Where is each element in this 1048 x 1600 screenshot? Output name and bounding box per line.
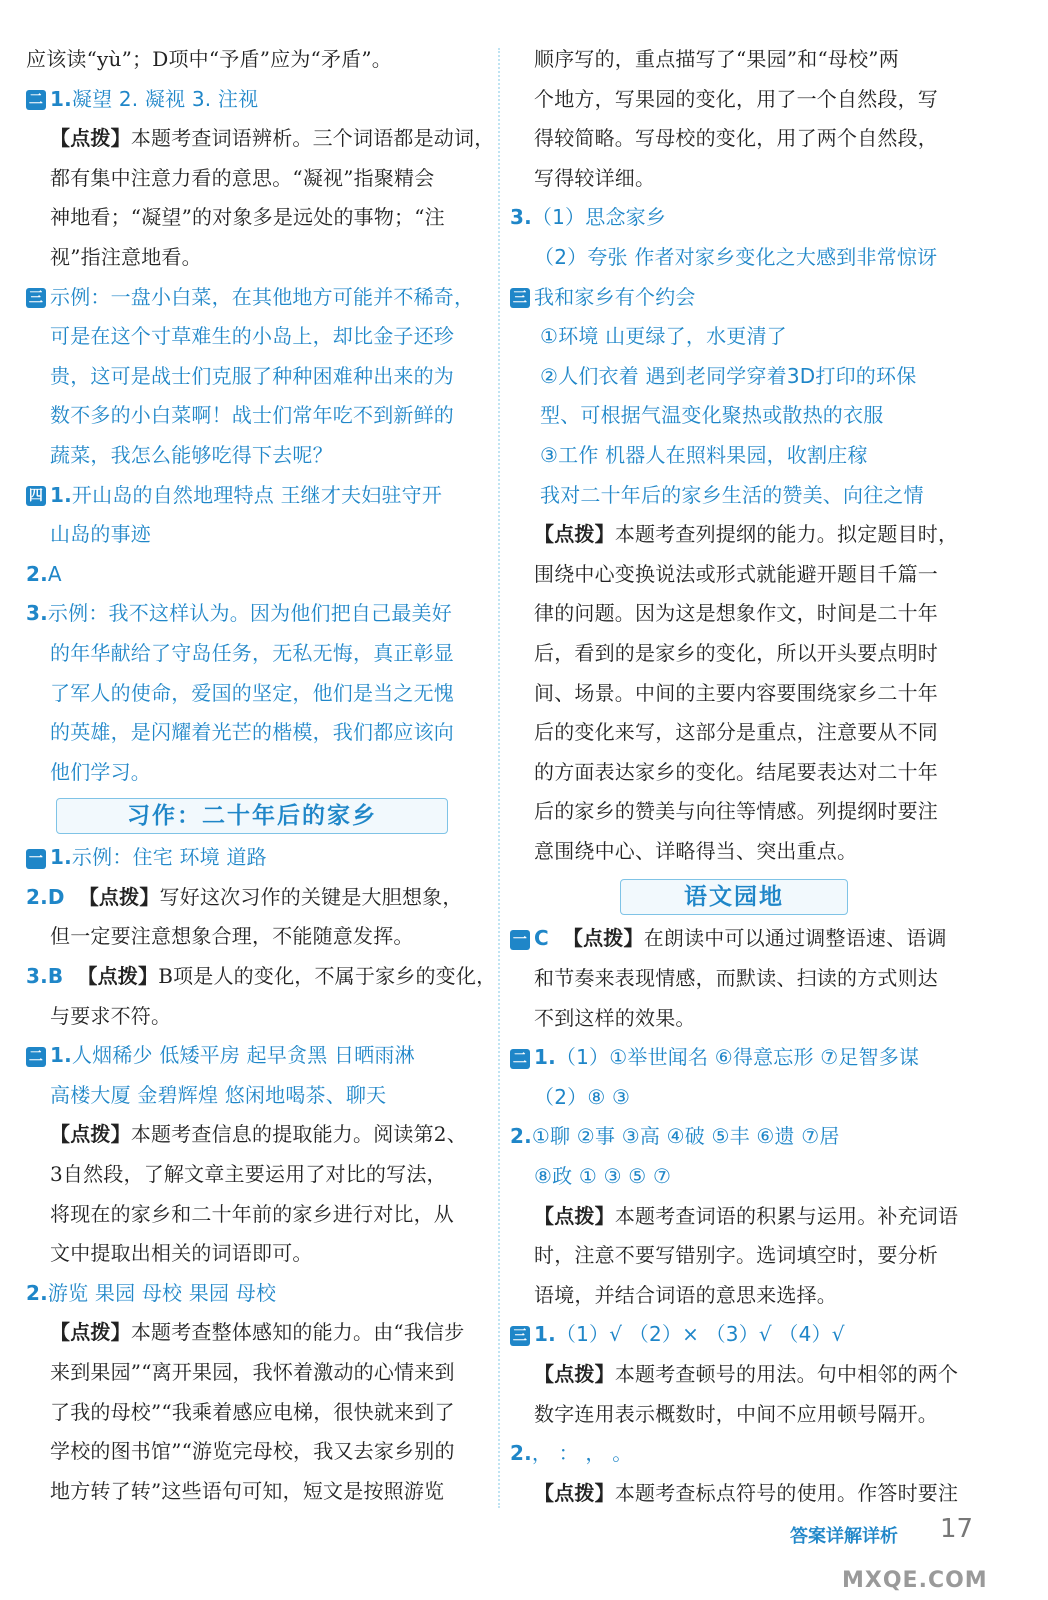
line-text: 语境，并结合词语的意思来选择。	[534, 1282, 837, 1307]
section-number-badge: 一	[26, 849, 46, 869]
text-line	[510, 634, 984, 674]
hint-tag: 【点拨】	[534, 1480, 615, 1505]
text-line	[510, 594, 984, 634]
line-text: ， ： ， 。	[531, 1441, 633, 1466]
line-text: 开山岛的自然地理特点 王继才夫妇驻守开	[71, 482, 443, 507]
line-text: 他们学习。	[50, 759, 151, 784]
text-line	[26, 476, 488, 516]
text-line	[26, 957, 497, 997]
line-text: B项是人的变化，不属于家乡的变化，	[158, 964, 497, 989]
hint-tag: 【点拨】	[562, 926, 644, 951]
line-text: 不到这样的效果。	[534, 1005, 696, 1030]
text-line	[510, 959, 984, 999]
line-text: （1）√ （2）× （3）√ （4）√	[555, 1322, 845, 1347]
question-number: 1.	[534, 1322, 556, 1347]
text-line	[26, 753, 488, 793]
question-number: 2.	[510, 1124, 532, 1149]
line-text: 了军人的使命，爱国的坚定，他们是当之无愧	[50, 680, 454, 705]
line-text: （1）①举世闻名 ⑥得意忘形 ⑦足智多谋	[555, 1045, 920, 1070]
line-text: 个地方，写果园的变化，用了一个自然段，写	[534, 86, 938, 111]
line-text: 蔬菜，我怎么能够吃得下去呢？	[50, 442, 333, 467]
text-line	[26, 878, 488, 918]
text-line	[26, 838, 488, 878]
text-line	[26, 1313, 488, 1353]
text-line	[510, 832, 984, 872]
text-line	[510, 674, 984, 714]
line-text: 本题考查列提纲的能力。拟定题目时，	[614, 522, 959, 547]
answer-letter: D	[47, 884, 65, 909]
text-line	[510, 396, 984, 436]
line-text: 围绕中心变换说法或形式就能避开题目千篇一	[534, 561, 938, 586]
section-title: 习作：二十年后的家乡	[56, 798, 448, 834]
line-text: 本题考查标点符号的使用。作答时要注	[614, 1480, 959, 1505]
section-number-badge: 三	[510, 1326, 530, 1346]
text-line	[510, 436, 984, 476]
text-line	[510, 238, 984, 278]
text-line	[510, 1434, 984, 1474]
line-text: 后，看到的是家乡的变化，所以开头要点明时	[534, 640, 938, 665]
text-line	[510, 476, 984, 516]
text-line	[510, 999, 984, 1039]
text-line	[510, 1276, 984, 1316]
text-line	[510, 357, 984, 397]
text-line	[510, 792, 984, 832]
question-number: 1.	[50, 1043, 72, 1068]
section-number-badge: 二	[26, 1047, 46, 1067]
line-text: ②人们衣着 遇到老同学穿着3D打印的环保	[540, 363, 917, 388]
text-line	[510, 515, 984, 555]
line-text: 贵，这可是战士们克服了种种困难种出来的为	[50, 363, 454, 388]
line-text: 型、可根据气温变化聚热或散热的衣服	[540, 403, 884, 428]
text-line	[510, 40, 984, 80]
line-text: 可是在这个寸草难生的小岛上，却比金子还珍	[50, 324, 454, 349]
text-line	[26, 1195, 488, 1235]
text-line	[26, 396, 488, 436]
text-line	[26, 1155, 488, 1195]
line-text: A	[47, 561, 62, 586]
line-text: 视”指注意地看。	[50, 244, 202, 269]
line-text: 示例：住宅 环境 道路	[71, 845, 267, 870]
line-text: 本题考查词语辨析。三个词语都是动词，	[130, 126, 495, 151]
text-line	[510, 198, 984, 238]
hint-tag: 【点拨】	[534, 1203, 615, 1228]
text-line	[510, 159, 984, 199]
text-line	[26, 1036, 488, 1076]
section-number-badge: 三	[510, 288, 530, 308]
line-text: 人烟稀少 低矮平房 起早贪黑 日晒雨淋	[71, 1043, 415, 1068]
hint-tag: 【点拨】	[50, 1122, 131, 1147]
hint-tag: 【点拨】	[50, 1320, 131, 1345]
line-text: 的英雄，是闪耀着光芒的楷模，我们都应该向	[50, 720, 454, 745]
line-text: 应该读“yù”；D项中“予盾”应为“矛盾”。	[26, 47, 392, 71]
text-line	[26, 436, 488, 476]
line-text: 后的家乡的赞美与向往等情感。列提纲时要注	[534, 799, 938, 824]
text-line	[510, 555, 984, 595]
question-number: 2.	[26, 884, 48, 909]
text-line	[510, 317, 984, 357]
text-line	[510, 1117, 984, 1157]
text-line	[26, 1234, 488, 1274]
text-line	[510, 1197, 984, 1237]
text-line	[510, 1395, 984, 1435]
line-text: 示例：一盘小白菜，在其他地方可能并不稀奇，	[50, 284, 475, 309]
question-number: 1.	[534, 1045, 556, 1070]
line-text: 数不多的小白菜啊！战士们常年吃不到新鲜的	[50, 403, 454, 428]
text-line	[26, 238, 488, 278]
line-text: 律的问题。因为这是想象作文，时间是二十年	[534, 601, 938, 626]
text-line	[26, 119, 495, 159]
question-number: 2.	[26, 1280, 48, 1305]
hint-tag: 【点拨】	[77, 964, 159, 989]
answer-letter: B	[47, 964, 64, 989]
line-text: 本题考查词语的积累与运用。补充词语	[614, 1203, 959, 1228]
line-text: 3自然段，了解文章主要运用了对比的写法，	[50, 1162, 447, 1187]
question-number: 3.	[510, 205, 532, 230]
line-text: 我对二十年后的家乡生活的赞美、向往之情	[540, 482, 924, 507]
text-line	[26, 317, 488, 357]
line-text: 我和家乡有个约会	[534, 284, 696, 309]
line-text: 示例：我不这样认为。因为他们把自己最美好	[47, 601, 452, 626]
text-line	[510, 1315, 984, 1355]
text-line	[26, 278, 488, 318]
line-text: 写好这次习作的关键是大胆想象，	[159, 884, 463, 909]
line-text: 后的变化来写，这部分是重点，注意要从不同	[534, 720, 938, 745]
section-number-badge: 四	[26, 486, 46, 506]
question-number: 1.	[50, 482, 72, 507]
watermark: MXQE.COM	[842, 1568, 988, 1593]
question-number: 1.	[50, 86, 72, 111]
line-text: 了我的母校”“我乘着感应电梯，很快就来到了	[50, 1399, 455, 1424]
answer-letter: C	[534, 926, 549, 951]
line-text: 神地看；“凝望”的对象多是远处的事物；“注	[50, 205, 445, 230]
line-text: ⑧政 ① ③ ⑤ ⑦	[534, 1164, 672, 1189]
section-number-badge: 三	[26, 288, 46, 308]
line-text: 但一定要注意想象合理，不能随意发挥。	[50, 924, 414, 949]
section-number-badge: 二	[26, 90, 46, 110]
text-line	[510, 1038, 984, 1078]
line-text: 的年华献给了守岛任务，无私无悔，真正彰显	[50, 640, 454, 665]
text-line	[26, 674, 488, 714]
text-line	[26, 1274, 488, 1314]
text-line	[510, 1236, 984, 1276]
line-text: 间、场景。中间的主要内容要围绕家乡二十年	[534, 680, 938, 705]
text-line	[26, 357, 488, 397]
text-line	[26, 159, 488, 199]
hint-tag: 【点拨】	[534, 1362, 615, 1386]
line-text: 地方转了转”这些语句可知，短文是按照游览	[50, 1478, 445, 1503]
line-text: 顺序写的，重点描写了“果园”和“母校”两	[534, 47, 899, 71]
text-line	[26, 1353, 488, 1393]
line-text: 在朗读中可以通过调整语速、语调	[643, 926, 947, 951]
left-column	[26, 40, 497, 1511]
line-text: 时，注意不要写错别字。选词填空时，要分析	[534, 1243, 938, 1268]
question-number: 2.	[510, 1441, 532, 1466]
text-line	[26, 515, 488, 555]
line-text: 游览 果园 母校 果园 母校	[47, 1280, 277, 1305]
line-text: 都有集中注意力看的意思。“凝视”指聚精会	[50, 165, 435, 190]
line-text: 山岛的事迹	[50, 522, 151, 547]
question-number: 3.	[26, 601, 48, 626]
hint-tag: 【点拨】	[534, 522, 615, 547]
text-line	[510, 1474, 984, 1514]
text-line	[26, 713, 488, 753]
line-text: 学校的图书馆”“游览完母校，我又去家乡别的	[50, 1439, 455, 1464]
line-text: 意围绕中心、详略得当、突出重点。	[534, 838, 858, 863]
text-line	[510, 80, 984, 120]
line-text: （2）夸张 作者对家乡变化之大感到非常惊讶	[534, 244, 938, 269]
line-text: 的方面表达家乡的变化。结尾要表达对二十年	[534, 759, 938, 784]
text-line	[26, 917, 488, 957]
text-line	[510, 713, 984, 753]
text-line	[510, 919, 984, 959]
line-text: 本题考查顿号的用法。句中相邻的两个	[614, 1362, 959, 1386]
text-line	[26, 1076, 488, 1116]
right-column	[510, 40, 984, 1513]
line-text: 本题考查整体感知的能力。由“我信步	[130, 1320, 465, 1345]
question-number: 2.	[26, 561, 48, 586]
text-line	[510, 1355, 984, 1395]
line-text: 和节奏来表现情感，而默读、扫读的方式则达	[534, 966, 938, 991]
line-text: 凝望 2. 凝视 3. 注视	[71, 86, 259, 111]
footer-label: 答案详解详析	[790, 1526, 898, 1547]
section-title: 语文园地	[620, 879, 848, 915]
text-line	[510, 119, 984, 159]
text-line	[26, 40, 488, 80]
text-line	[26, 555, 488, 595]
page-number: 17	[940, 1514, 974, 1544]
text-line	[26, 1393, 488, 1433]
line-text: 得较简略。写母校的变化，用了两个自然段，	[534, 126, 938, 151]
line-text: （1）思念家乡	[531, 205, 667, 230]
line-text: ①环境 山更绿了，水更清了	[540, 324, 787, 349]
line-text: （2）⑧ ③	[534, 1084, 631, 1109]
column-divider	[498, 48, 500, 1508]
text-line	[26, 634, 488, 674]
text-line	[26, 1432, 488, 1472]
line-text: 来到果园”“离开果园，我怀着激动的心情来到	[50, 1360, 455, 1384]
question-number: 1.	[50, 845, 72, 870]
line-text: 写得较详细。	[534, 165, 656, 190]
text-line	[510, 753, 984, 793]
text-line	[510, 1157, 984, 1197]
line-text: 本题考查信息的提取能力。阅读第2、	[130, 1122, 467, 1147]
text-line	[510, 1078, 984, 1118]
line-text: 数字连用表示概数时，中间不应用顿号隔开。	[534, 1401, 938, 1426]
text-line	[26, 1115, 488, 1155]
line-text: 文中提取出相关的词语即可。	[50, 1241, 313, 1266]
hint-tag: 【点拨】	[78, 884, 160, 909]
text-line	[26, 997, 488, 1037]
text-line	[26, 1472, 488, 1512]
section-number-badge: 二	[510, 1049, 530, 1069]
hint-tag: 【点拨】	[50, 126, 131, 151]
line-text: ③工作 机器人在照料果园，收割庄稼	[540, 442, 868, 467]
text-line	[26, 594, 488, 634]
text-line	[26, 80, 488, 120]
text-line	[26, 198, 488, 238]
line-text: 将现在的家乡和二十年前的家乡进行对比，从	[50, 1201, 454, 1226]
line-text: 高楼大厦 金碧辉煌 悠闲地喝茶、聊天	[50, 1082, 387, 1107]
line-text: 与要求不符。	[50, 1003, 172, 1028]
text-line	[510, 278, 984, 318]
line-text: ①聊 ②事 ③高 ④破 ⑤丰 ⑥遗 ⑦居	[531, 1124, 840, 1149]
section-number-badge: 一	[510, 930, 530, 950]
question-number: 3.	[26, 964, 48, 989]
